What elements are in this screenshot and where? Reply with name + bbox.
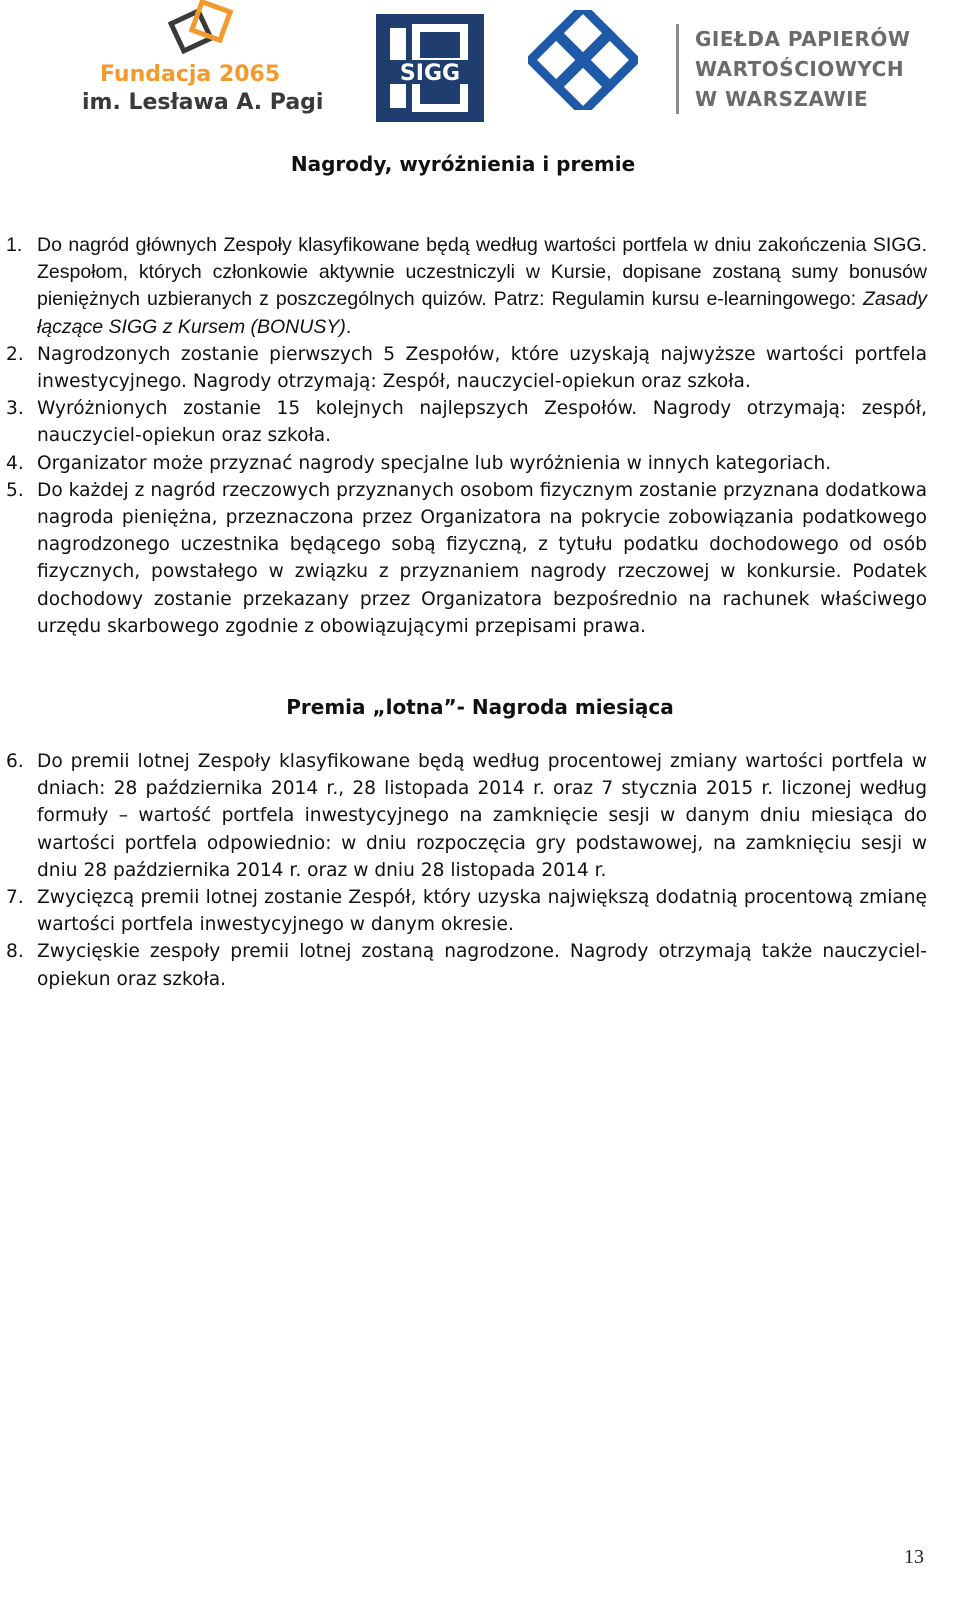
item-number: 8. — [6, 941, 24, 963]
section-title-premia: Premia „lotna”- Nagroda miesiąca — [286, 695, 674, 719]
item-emphasis: Zasady łączące SIGG z Kursem (BONUSY) — [37, 288, 927, 338]
list-item — [0, 232, 927, 341]
item-number: 5. — [6, 479, 24, 501]
item-number: 4. — [6, 452, 24, 474]
item-number: 1. — [6, 234, 23, 256]
list-item — [0, 884, 927, 938]
list-item — [0, 395, 927, 449]
rules-list-main — [0, 232, 960, 640]
item-text: Zwycięzcą premii lotnej zostanie Zespół, który uzyska największą dodatnią procentową zmianę wartości portfela inwestycyjnego w danym okresie. — [37, 887, 927, 936]
fundacja-emblem-icon — [78, 0, 300, 62]
gpw-logo-mark — [528, 10, 638, 110]
item-number: 2. — [6, 343, 24, 365]
item-text: Nagrodzonych zostanie pierwszych 5 Zespołów, które uzyskają najwyższe wartości portfela inwestycyjnego. Nagrody otrzymają: Zespół, nauczyciel-opiekun oraz szkoła. — [37, 343, 927, 393]
fundacja-name-line2: im. Lesława A. Pagi — [82, 90, 324, 115]
fundacja-name-line1: Fundacja 2065 — [100, 62, 281, 87]
item-text: Do nagród głównych Zespoły klasyfikowane będą według wartości portfela w dniu zakończenia SIGG. Zespołom, których członkowie aktywnie uczestniczyli w Kursie, dopisane zostaną sumy bonusów pieniężnych uzbieranych z poszczególnych quizów. Patrz: Regulamin kursu e-learningowego: — [37, 234, 927, 311]
item-number: 6. — [6, 751, 24, 772]
item-text: Wyróżnionych zostanie 15 kolejnych najlepszych Zespołów. Nagrody otrzymają: zespół, nauczyciel-opiekun oraz szkoła. — [37, 398, 927, 447]
item-text: Zwycięskie zespoły premii lotnej zostaną nagrodzone. Nagrody otrzymają także nauczyciel-opiekun oraz szkoła. — [37, 941, 927, 990]
list-item — [0, 477, 927, 640]
list-item — [0, 748, 927, 884]
item-text: Do premii lotnej Zespoły klasyfikowane będą według procentowej zmiany wartości portfela w dniach: 28 października 2014 r., 28 listopada 2014 r. oraz 7 stycznia 2015 r. liczonej według formuły – wartość portfela inwestycyjnego na zamknięcie sesji w danym dniu miesiąca do wartości portfela odpowiednio: w dniu rozpoczęcia gry podstawowej, na zamknięciu sesji w dniu 28 października 2014 r. oraz w dniu 28 listopada 2014 r. — [37, 751, 927, 881]
list-item — [0, 450, 927, 477]
sigg-logo-text: SIGG — [399, 61, 461, 86]
item-text: Do każdej z nagród rzeczowych przyznanych osobom fizycznym zostanie przyznana dodatkowa nagroda pieniężna, przeznaczona przez Organizatora na pokrycie zobowiązania podatkowego nagrodzonego uczestnika będącego sobą fizyczną, z tytułu podatku dochodowego od osób fizycznych, powstałego w związku z przyznaniem nagrody rzeczowej w konkursie. Podatek dochodowy zostanie przekazany przez Organizatora bezpośrednio na rachunek właściwego urzędu skarbowego zgodnie z obowiązującymi przepisami prawa. — [37, 479, 927, 637]
section-title-nagrody: Nagrody, wyróżnienia i premie — [290, 152, 636, 176]
list-item — [0, 938, 927, 992]
gpw-logo-text — [676, 24, 960, 114]
rules-list-premia — [0, 748, 960, 993]
page-number: 13 — [904, 1546, 924, 1568]
sigg-logo — [376, 14, 488, 124]
item-number: 3. — [6, 398, 24, 420]
item-number: 7. — [6, 887, 24, 909]
gpw-text-line: GIEŁDA PAPIERÓW — [695, 27, 911, 51]
gpw-text-line: WARTOŚCIOWYCH — [695, 57, 905, 81]
page-header — [0, 0, 960, 130]
gpw-text-line: W WARSZAWIE — [695, 87, 869, 111]
item-tail: . — [345, 315, 352, 338]
fundacja-2065-logo — [78, 0, 324, 122]
list-item — [0, 341, 927, 395]
item-text: Organizator może przyznać nagrody specjalne lub wyróżnienia w innych kategoriach. — [37, 452, 832, 474]
